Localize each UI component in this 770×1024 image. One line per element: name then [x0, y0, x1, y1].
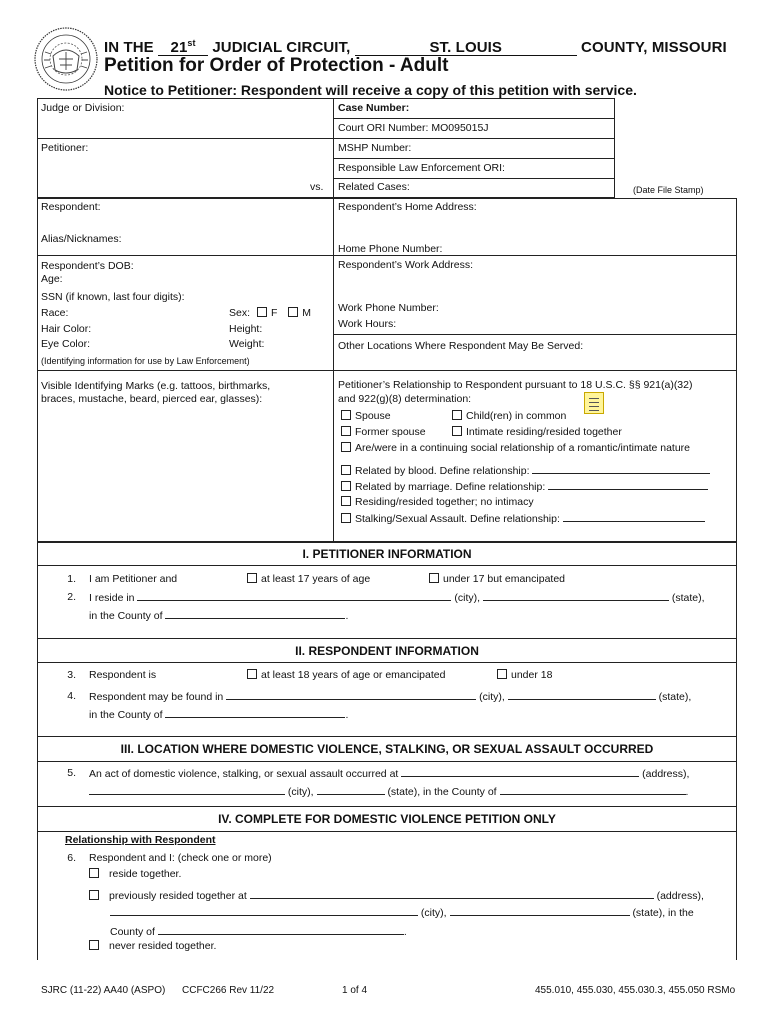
- address-label: (address),: [642, 768, 690, 780]
- previous-city-field[interactable]: [110, 906, 418, 916]
- item-4-number: 4.: [67, 690, 76, 702]
- former-spouse-option: [341, 426, 426, 439]
- under-17-checkbox[interactable]: [429, 573, 439, 583]
- children-checkbox[interactable]: [452, 410, 462, 420]
- previous-county-field[interactable]: [158, 925, 404, 935]
- info-rule: [37, 370, 737, 371]
- case-number-label: Case Number:: [338, 102, 410, 114]
- county-name-field[interactable]: [355, 40, 577, 56]
- marriage-option: [341, 480, 708, 494]
- previous-county-line: [110, 925, 407, 939]
- petitioner-city-field[interactable]: [137, 591, 451, 601]
- relationship-label: Petitioner’s Relationship to Respondent pursuant to 18 U.S.C. §§ 921(a)(32): [338, 379, 693, 391]
- blood-option: [341, 464, 710, 478]
- page-title: Petition for Order of Protection - Adult: [104, 55, 449, 76]
- blood-label: Related by blood. Define relationship:: [355, 465, 530, 477]
- ssn-label: SSN (if known, last four digits):: [41, 291, 185, 303]
- stalking-label: Stalking/Sexual Assault. Define relationship:: [355, 513, 560, 525]
- item-1-number: 1.: [67, 573, 76, 585]
- spouse-label: Spouse: [355, 410, 391, 422]
- item-5-number: 5.: [67, 767, 76, 779]
- visible-marks-label: Visible Identifying Marks (e.g. tattoos, birthmarks,: [41, 380, 271, 392]
- circuit-number: 21: [170, 39, 188, 56]
- never-option: [89, 940, 216, 953]
- county-of-label: in the County of: [89, 610, 163, 622]
- under-17-option: [429, 573, 565, 586]
- caption-rule: [333, 158, 615, 159]
- sex-field: [229, 307, 311, 320]
- romantic-option: [341, 442, 690, 455]
- under-17-label: under 17 but emancipated: [443, 573, 566, 585]
- children-label: Child(ren) in common: [466, 410, 567, 422]
- romantic-checkbox[interactable]: [341, 442, 351, 452]
- section-2-heading: II. RESPONDENT INFORMATION: [295, 644, 479, 658]
- page-number: 1 of 4: [342, 985, 368, 996]
- caption-divider: [333, 98, 334, 198]
- under-18-checkbox[interactable]: [497, 669, 507, 679]
- related-cases-label: Related Cases:: [338, 181, 410, 193]
- previous-address-field[interactable]: [250, 889, 654, 899]
- mshp-number-label: MSHP Number:: [338, 142, 412, 154]
- relationship-subheading: Relationship with Respondent: [65, 834, 216, 846]
- spouse-option: [341, 410, 391, 423]
- reside-together-option: [89, 868, 181, 881]
- state-in-the-label: (state), in the: [632, 907, 694, 919]
- section-2-border: [736, 663, 737, 736]
- stalking-option: [341, 512, 705, 526]
- county-of-label: County of: [110, 926, 155, 938]
- respondent-county-field[interactable]: [165, 708, 345, 718]
- respondent-city-field[interactable]: [226, 690, 476, 700]
- children-option: [452, 410, 566, 423]
- never-label: never resided together.: [109, 940, 217, 952]
- item-6-number: 6.: [67, 852, 76, 864]
- caption-rule: [333, 178, 615, 179]
- work-phone-label: Work Phone Number:: [338, 302, 439, 314]
- sex-label: Sex:: [229, 307, 251, 319]
- found-in-line: [89, 690, 691, 704]
- section-4-border: [736, 832, 737, 960]
- vs-label: vs.: [310, 181, 324, 193]
- circuit-number-field[interactable]: [158, 36, 208, 56]
- section-2-border: [37, 663, 38, 736]
- court-ori-label: Court ORI Number: MO095015J: [338, 122, 489, 134]
- county-of-label: in the County of: [89, 709, 163, 721]
- age-17-option: [247, 573, 370, 586]
- sex-f-label: F: [270, 307, 278, 319]
- act-occurred-label: An act of domestic violence, stalking, or sexual assault occurred at: [89, 768, 399, 780]
- marriage-relationship-field[interactable]: [548, 480, 708, 490]
- intimate-checkbox[interactable]: [452, 426, 462, 436]
- intimate-label: Intimate residing/resided together: [466, 426, 622, 438]
- address-label: (address),: [656, 890, 704, 902]
- no-intimacy-checkbox[interactable]: [341, 496, 351, 506]
- date-file-stamp-label: (Date File Stamp): [633, 185, 704, 195]
- under-18-option: [497, 669, 552, 682]
- identifying-note: (Identifying information for use by Law Enforcement): [41, 356, 250, 366]
- sex-m-checkbox[interactable]: [288, 307, 298, 317]
- reside-together-label: reside together.: [109, 868, 182, 880]
- no-intimacy-option: [341, 496, 534, 509]
- alias-label: Alias/Nicknames:: [41, 233, 122, 245]
- petitioner-county-line: [89, 609, 348, 623]
- spouse-checkbox[interactable]: [341, 410, 351, 420]
- judge-division-label: Judge or Division:: [41, 102, 125, 114]
- caption-rule: [333, 138, 615, 139]
- period: .: [345, 709, 349, 721]
- home-address-label: Respondent’s Home Address:: [338, 201, 477, 213]
- incident-county-field[interactable]: [500, 785, 686, 795]
- former-spouse-checkbox[interactable]: [341, 426, 351, 436]
- respondent-county-line: [89, 708, 348, 722]
- caption-rule: [37, 138, 333, 139]
- city-label: (city),: [454, 592, 481, 604]
- item-3-number: 3.: [67, 669, 76, 681]
- previous-location-line: [110, 906, 694, 920]
- form-revision: CCFC266 Rev 11/22: [182, 985, 275, 996]
- caption-rule: [333, 118, 615, 119]
- other-locations-label: Other Locations Where Respondent May Be Served:: [338, 340, 584, 352]
- height-label: Height:: [229, 323, 263, 335]
- respondent-is-label: Respondent is: [89, 669, 157, 681]
- incident-state-field[interactable]: [317, 785, 385, 795]
- stalking-checkbox[interactable]: [341, 513, 351, 523]
- previous-state-field[interactable]: [450, 906, 630, 916]
- visible-marks-label-2: braces, mustache, beard, pierced ear, glasses):: [41, 393, 263, 405]
- never-resided-checkbox[interactable]: [89, 940, 99, 950]
- former-spouse-label: Former spouse: [355, 426, 426, 438]
- stalking-relationship-field[interactable]: [563, 512, 705, 522]
- race-label: Race:: [41, 307, 69, 319]
- act-occurred-line: [89, 767, 689, 781]
- reside-together-checkbox[interactable]: [89, 868, 99, 878]
- blood-checkbox[interactable]: [341, 465, 351, 475]
- work-hours-label: Work Hours:: [338, 318, 397, 330]
- period: .: [403, 926, 407, 938]
- intimate-option: [452, 426, 622, 439]
- item-2-number: 2.: [67, 591, 76, 603]
- petitioner-label: Petitioner:: [41, 142, 89, 154]
- court-seal-icon: [33, 26, 99, 92]
- age-label: Age:: [41, 273, 63, 285]
- sex-m-label: M: [302, 307, 312, 319]
- responsible-ori-label: Responsible Law Enforcement ORI:: [338, 162, 505, 174]
- sticky-note-icon[interactable]: [584, 392, 604, 414]
- city-label: (city),: [287, 786, 314, 798]
- under-18-label: under 18: [511, 669, 553, 681]
- county-name: ST. LOUIS: [429, 39, 503, 56]
- home-phone-label: Home Phone Number:: [338, 243, 443, 255]
- reside-in-label: I reside in: [89, 592, 135, 604]
- period: .: [685, 786, 689, 798]
- info-rule: [333, 334, 737, 335]
- period: .: [345, 610, 349, 622]
- marriage-checkbox[interactable]: [341, 481, 351, 491]
- section-4-border: [37, 832, 38, 960]
- statute-references: 455.010, 455.030, 455.030.3, 455.050 RSMo: [535, 985, 736, 996]
- weight-label: Weight:: [229, 338, 265, 350]
- hair-label: Hair Color:: [41, 323, 92, 335]
- section-3-heading: III. LOCATION WHERE DOMESTIC VIOLENCE, STALKING, OR SEXUAL ASSAULT OCCURRED: [120, 742, 654, 756]
- previously-label: previously resided together at: [109, 890, 247, 902]
- respondent-state-field[interactable]: [508, 690, 656, 700]
- section-1-border: [736, 566, 737, 638]
- incident-city-field[interactable]: [89, 785, 285, 795]
- in-the-text: IN THE: [104, 39, 154, 56]
- incident-address-field[interactable]: [401, 767, 639, 777]
- state-label: (state),: [671, 592, 705, 604]
- county-missouri-text: COUNTY, MISSOURI: [581, 39, 727, 56]
- section-3-border: [736, 762, 737, 806]
- petitioner-county-field[interactable]: [165, 609, 345, 619]
- petitioner-state-field[interactable]: [483, 591, 669, 601]
- no-intimacy-label: Residing/resided together; no intimacy: [355, 496, 534, 508]
- state-label: (state),: [658, 691, 692, 703]
- at-least-18-checkbox[interactable]: [247, 669, 257, 679]
- section-4-heading: IV. COMPLETE FOR DOMESTIC VIOLENCE PETITION ONLY: [218, 812, 556, 826]
- sex-f-checkbox[interactable]: [257, 307, 267, 317]
- check-one-label: Respondent and I: (check one or more): [89, 852, 272, 864]
- section-1-heading: I. PETITIONER INFORMATION: [302, 547, 472, 561]
- age-18-option: [247, 669, 445, 682]
- work-address-label: Respondent’s Work Address:: [338, 259, 474, 271]
- dob-label: Respondent’s DOB:: [41, 260, 134, 272]
- relationship-label-2: and 922(g)(8) determination:: [338, 393, 472, 405]
- circuit-suffix: st: [187, 38, 196, 48]
- at-least-17-label: at least 17 years of age: [261, 573, 371, 585]
- form-id: SJRC (11-22) AA40 (ASPO): [41, 985, 166, 996]
- respondent-label: Respondent:: [41, 201, 101, 213]
- i-am-petitioner-label: I am Petitioner and: [89, 573, 178, 585]
- judicial-circuit-text: JUDICIAL CIRCUIT,: [212, 39, 351, 56]
- found-in-label: Respondent may be found in: [89, 691, 224, 703]
- at-least-17-checkbox[interactable]: [247, 573, 257, 583]
- reside-in-line: [89, 591, 705, 605]
- previously-resided-checkbox[interactable]: [89, 890, 99, 900]
- section-3-border: [37, 762, 38, 806]
- court-heading: [104, 36, 727, 56]
- state-county-label: (state), in the County of: [387, 786, 497, 798]
- blood-relationship-field[interactable]: [532, 464, 710, 474]
- city-label: (city),: [420, 907, 447, 919]
- incident-location-line: [89, 785, 688, 799]
- previously-option: [89, 889, 704, 903]
- at-least-18-label: at least 18 years of age or emancipated: [261, 669, 446, 681]
- city-label: (city),: [479, 691, 505, 703]
- section-1-border: [37, 566, 38, 638]
- marriage-label: Related by marriage. Define relationship:: [355, 481, 546, 493]
- service-notice: Notice to Petitioner: Respondent will receive a copy of this petition with service.: [104, 82, 637, 98]
- romantic-label: Are/were in a continuing social relationship of a romantic/intimate nature: [355, 442, 691, 454]
- eye-label: Eye Color:: [41, 338, 91, 350]
